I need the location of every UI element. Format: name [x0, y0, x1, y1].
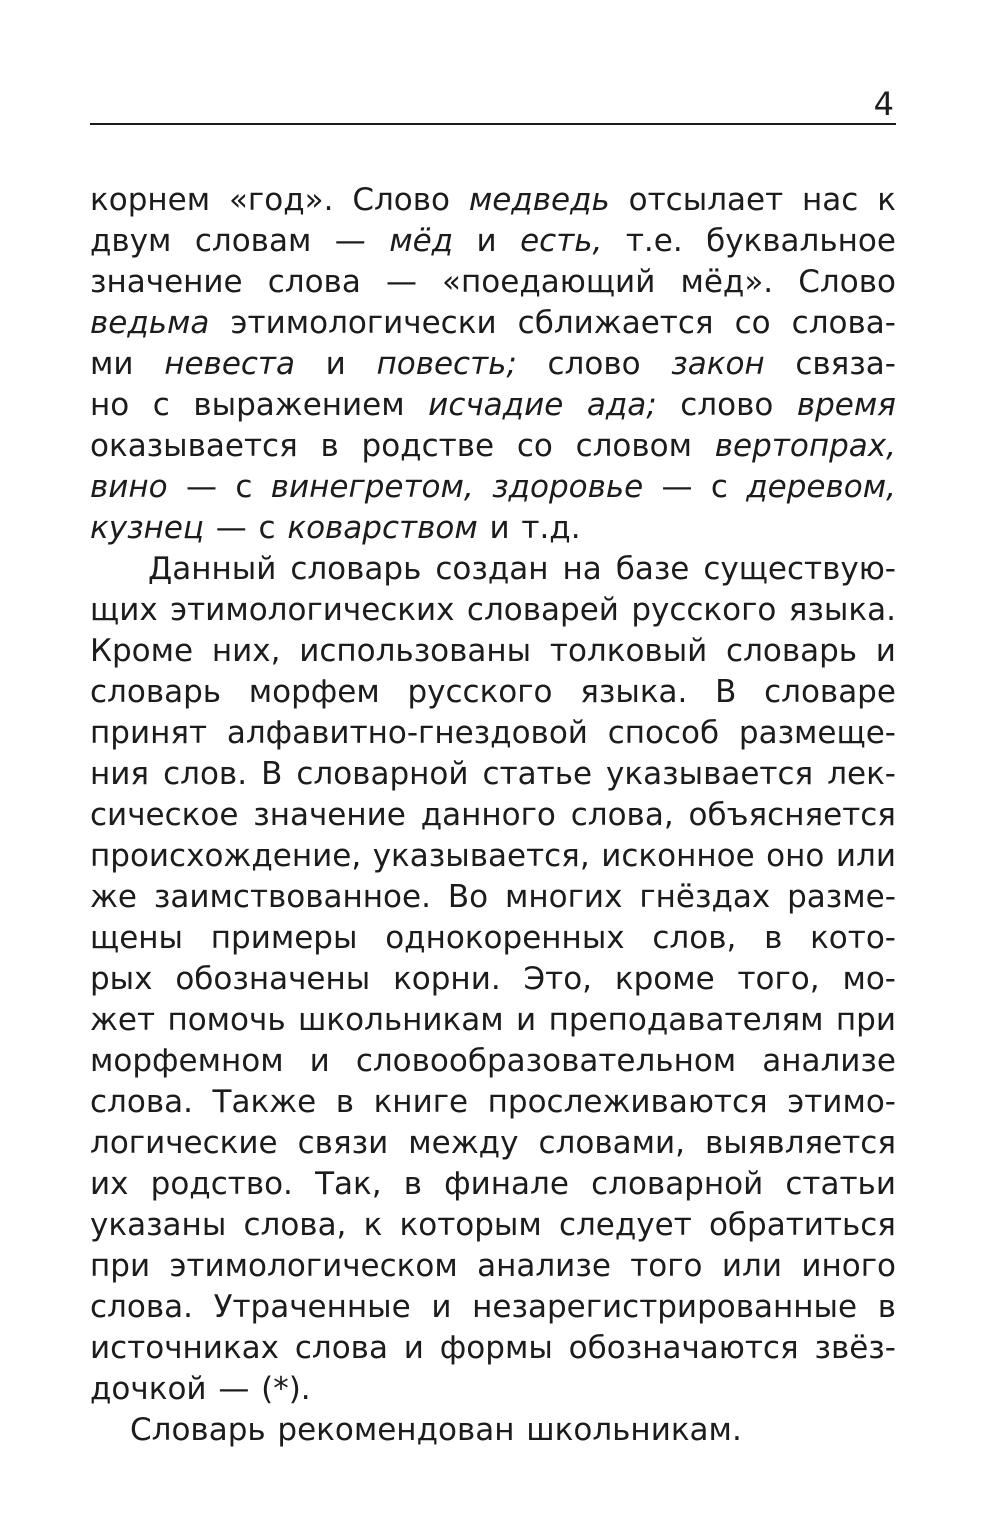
- word: Так,: [315, 1166, 382, 1202]
- word: слова,: [243, 1207, 347, 1243]
- word: школьникам: [298, 1002, 504, 1038]
- word: формы: [439, 1330, 553, 1366]
- word: в: [403, 1166, 422, 1202]
- word: Кроме: [90, 633, 194, 669]
- italic-word: повесть;: [376, 346, 517, 382]
- word: указаны: [90, 1207, 227, 1243]
- word: словами,: [538, 1125, 685, 1161]
- word: в: [320, 428, 339, 464]
- word: иного: [801, 1248, 896, 1284]
- word: нас: [802, 182, 859, 218]
- word: слова.: [90, 1289, 193, 1325]
- italic-word: время: [796, 387, 896, 423]
- word: и: [309, 1043, 330, 1079]
- word: русского: [407, 674, 553, 710]
- word: словарной: [296, 756, 469, 792]
- word: со: [516, 428, 553, 464]
- word: В: [261, 756, 283, 792]
- word: слова: [267, 264, 361, 300]
- header-rule: [90, 123, 896, 125]
- word: алфавитно-гнездовой: [226, 715, 588, 751]
- word: размеще-: [738, 715, 896, 751]
- word: словарь: [290, 551, 422, 587]
- word: указывается: [606, 756, 814, 792]
- word: и: [325, 346, 346, 382]
- body-text: [90, 180, 896, 1451]
- word: рых: [90, 961, 153, 997]
- italic-word: вино: [90, 469, 168, 505]
- word: которым: [399, 1207, 542, 1243]
- word: (*).: [261, 1371, 311, 1407]
- word: словарей: [466, 592, 619, 628]
- text-line: [90, 1164, 896, 1205]
- word: многих: [505, 879, 623, 915]
- word: школьникам.: [526, 1412, 742, 1448]
- text-line: [90, 877, 896, 918]
- text-line: [90, 1082, 896, 1123]
- word: или: [835, 838, 896, 874]
- page-number: 4: [873, 85, 894, 123]
- italic-word: ада;: [586, 387, 657, 423]
- text-line: [90, 672, 896, 713]
- word: кроме: [614, 961, 715, 997]
- word: существую-: [703, 551, 896, 587]
- word: прослеживаются: [487, 1084, 768, 1120]
- word: происхождение,: [90, 838, 362, 874]
- word: родстве: [361, 428, 495, 464]
- word: лек-: [827, 756, 896, 792]
- word: слова,: [570, 797, 674, 833]
- word: кото-: [810, 920, 896, 956]
- word: Утраченные: [213, 1289, 411, 1325]
- text-line: [90, 1041, 896, 1082]
- word: словарь: [726, 633, 858, 669]
- word: толковый: [549, 633, 708, 669]
- word: с: [710, 469, 728, 505]
- word: корнем: [90, 182, 211, 218]
- text-line: [90, 1328, 896, 1369]
- word: —: [661, 469, 693, 505]
- word: следует: [558, 1207, 692, 1243]
- word: анализе: [762, 1043, 896, 1079]
- word: оно: [766, 838, 825, 874]
- word: словам: [194, 223, 312, 259]
- word: щих: [90, 592, 158, 628]
- italic-word: деревом,: [746, 469, 896, 505]
- word: использованы: [299, 633, 532, 669]
- word: этимо-: [787, 1084, 896, 1120]
- word: них,: [211, 633, 281, 669]
- word: значение: [253, 797, 406, 833]
- word: со: [734, 305, 771, 341]
- word: Это,: [523, 961, 593, 997]
- italic-word: коварством: [287, 510, 478, 546]
- word: морфем: [248, 674, 380, 710]
- italic-word: кузнец: [90, 510, 204, 546]
- word: В: [715, 674, 737, 710]
- word: выявляется: [705, 1125, 896, 1161]
- word: между: [408, 1125, 519, 1161]
- word: и: [476, 223, 497, 259]
- word: словарь: [90, 674, 222, 710]
- word: русского: [631, 592, 777, 628]
- word: же: [90, 879, 137, 915]
- word: этимологически: [230, 305, 497, 341]
- word: дочкой: [90, 1371, 207, 1407]
- word: —: [218, 1371, 250, 1407]
- text-line: [90, 508, 896, 549]
- word: языка.: [580, 674, 688, 710]
- word: при: [835, 1002, 896, 1038]
- word: заимствованное.: [153, 879, 431, 915]
- word: и: [403, 1330, 424, 1366]
- text-line: [90, 1369, 896, 1410]
- word: и: [431, 1289, 452, 1325]
- word: словом: [575, 428, 693, 464]
- word: и: [875, 633, 896, 669]
- word: ми: [90, 346, 134, 382]
- word: логические: [90, 1125, 278, 1161]
- word: незарегистрированные: [472, 1289, 858, 1325]
- word: словообразовательном: [355, 1043, 737, 1079]
- text-line: [90, 467, 896, 508]
- word: словаре: [764, 674, 896, 710]
- word: в: [764, 920, 783, 956]
- text-line: [90, 180, 896, 221]
- word: книге: [373, 1084, 469, 1120]
- text-line: [90, 631, 896, 672]
- word: с: [152, 387, 170, 423]
- italic-word: вертопрах,: [714, 428, 896, 464]
- text-line: [90, 303, 896, 344]
- word: сближается: [517, 305, 714, 341]
- word: обратиться: [708, 1207, 896, 1243]
- word: но: [90, 387, 130, 423]
- text-line: [90, 262, 896, 303]
- text-line: [90, 221, 896, 262]
- italic-word: винегретом,: [270, 469, 474, 505]
- word: слово: [547, 346, 641, 382]
- text-line: [90, 1205, 896, 1246]
- word: гнёздах: [639, 879, 771, 915]
- italic-word: есть,: [520, 223, 603, 259]
- word: Словарь: [130, 1412, 266, 1448]
- word: Во: [447, 879, 489, 915]
- text-line: [90, 918, 896, 959]
- word: ния: [90, 756, 150, 792]
- word: преподавателям: [548, 1002, 824, 1038]
- word: оказывается: [90, 428, 298, 464]
- word: объясняется: [688, 797, 896, 833]
- word: слов.: [163, 756, 248, 792]
- word: щены: [90, 920, 184, 956]
- word: морфемном: [90, 1043, 284, 1079]
- word: слов,: [652, 920, 737, 956]
- word: обозначаются: [568, 1330, 799, 1366]
- word: отсылает: [628, 182, 784, 218]
- word: рекомендован: [277, 1412, 515, 1448]
- word: значение: [90, 264, 243, 300]
- word: или: [721, 1248, 782, 1284]
- italic-word: здоровье: [492, 469, 644, 505]
- word: статьи: [785, 1166, 896, 1202]
- text-line: [90, 385, 896, 426]
- word: —: [185, 469, 217, 505]
- word: связи: [297, 1125, 389, 1161]
- word: слово: [680, 387, 774, 423]
- word: «поедающий: [442, 264, 656, 300]
- word: «год».: [228, 182, 334, 218]
- word: корни.: [393, 961, 501, 997]
- word: принят: [90, 715, 208, 751]
- word: звёз-: [814, 1330, 896, 1366]
- word: и: [489, 510, 510, 546]
- word: при: [90, 1248, 151, 1284]
- word: разме-: [787, 879, 896, 915]
- word: данного: [420, 797, 556, 833]
- text-line: [90, 754, 896, 795]
- word: их: [90, 1166, 129, 1202]
- text-line: [90, 1000, 896, 1041]
- word: мёд».: [680, 264, 774, 300]
- word: финале: [444, 1166, 569, 1202]
- word: этимологических: [170, 592, 455, 628]
- word: т.д.: [521, 510, 581, 546]
- word: —: [385, 264, 417, 300]
- italic-word: исчадие: [428, 387, 564, 423]
- word: Слово: [352, 182, 450, 218]
- text-line: [90, 590, 896, 631]
- word: способ: [607, 715, 720, 751]
- word: мо-: [842, 961, 896, 997]
- word: базе: [615, 551, 690, 587]
- word: обозначены: [175, 961, 371, 997]
- italic-word: мёд: [389, 223, 454, 259]
- word: того,: [737, 961, 820, 997]
- word: анализе: [477, 1248, 611, 1284]
- word: помочь: [167, 1002, 286, 1038]
- word: слова.: [90, 1084, 193, 1120]
- italic-word: закон: [671, 346, 765, 382]
- word: буквальное: [706, 223, 896, 259]
- word: жет: [90, 1002, 156, 1038]
- word: однокоренных: [385, 920, 625, 956]
- word: и: [516, 1002, 537, 1038]
- word: примеры: [210, 920, 358, 956]
- word: статье: [482, 756, 593, 792]
- word: этимологическом: [169, 1248, 458, 1284]
- text-line: [90, 836, 896, 877]
- word: с: [235, 469, 253, 505]
- text-line: [90, 1410, 896, 1451]
- word: того: [630, 1248, 703, 1284]
- italic-word: ведьма: [90, 305, 210, 341]
- word: —: [334, 223, 366, 259]
- word: к: [877, 182, 896, 218]
- word: указывается,: [372, 838, 590, 874]
- word: в: [877, 1289, 896, 1325]
- word: исконное: [601, 838, 755, 874]
- word: источниках: [90, 1330, 280, 1366]
- text-line: [90, 1246, 896, 1287]
- text-line: [90, 795, 896, 836]
- word: т.е.: [625, 223, 683, 259]
- word: с: [258, 510, 276, 546]
- text-line: [90, 549, 896, 590]
- word: выражением: [193, 387, 405, 423]
- word: словарной: [591, 1166, 764, 1202]
- text-line: [90, 344, 896, 385]
- word: к: [363, 1207, 383, 1243]
- text-line: [90, 713, 896, 754]
- word: Слово: [798, 264, 896, 300]
- word: двум: [90, 223, 172, 259]
- word: родство.: [150, 1166, 293, 1202]
- italic-word: медведь: [468, 182, 610, 218]
- text-line: [90, 426, 896, 467]
- word: связа-: [795, 346, 896, 382]
- text-line: [90, 1287, 896, 1328]
- word: на: [562, 551, 602, 587]
- word: слова-: [791, 305, 896, 341]
- word: слова: [294, 1330, 388, 1366]
- italic-word: невеста: [164, 346, 295, 382]
- word: создан: [435, 551, 549, 587]
- word: языка.: [788, 592, 896, 628]
- word: сическое: [90, 797, 239, 833]
- word: в: [335, 1084, 355, 1120]
- word: Также: [212, 1084, 317, 1120]
- text-line: [90, 1123, 896, 1164]
- text-line: [90, 959, 896, 1000]
- word: —: [215, 510, 247, 546]
- word: Данный: [148, 551, 277, 587]
